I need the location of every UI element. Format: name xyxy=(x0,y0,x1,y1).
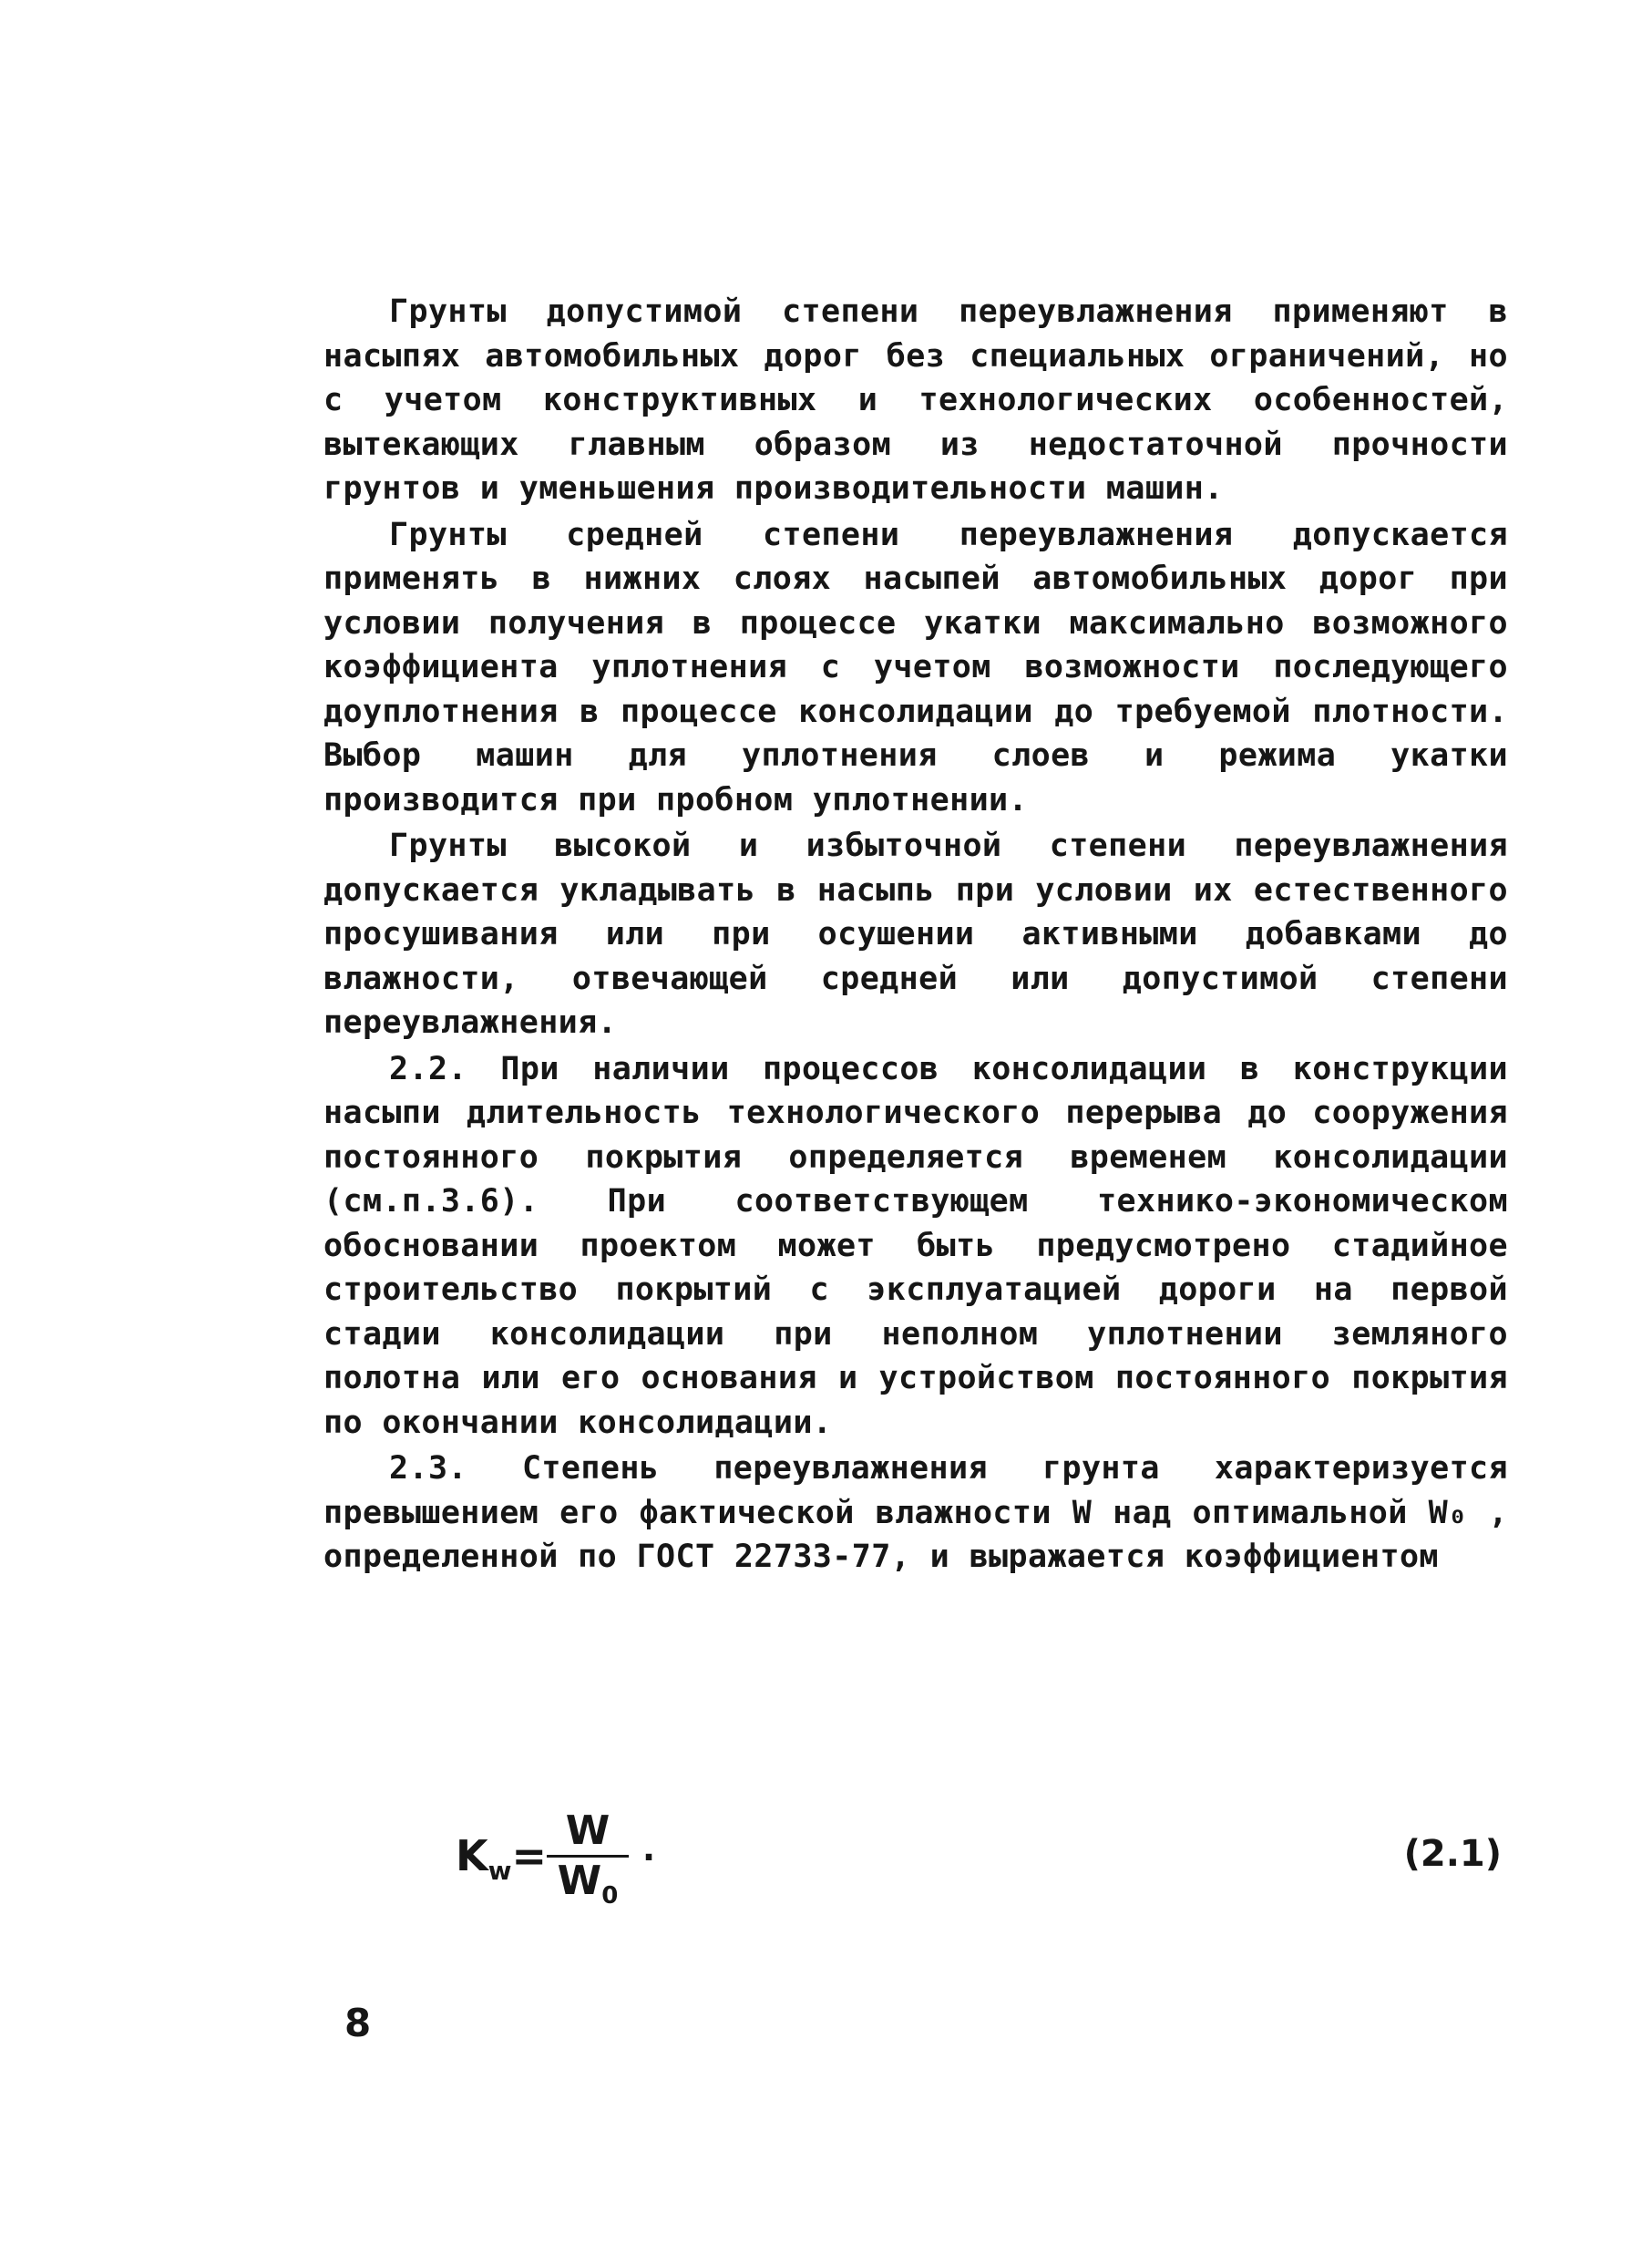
formula-denominator-subscript: 0 xyxy=(601,1881,619,1910)
formula-2-1 xyxy=(456,1809,1513,1910)
formula-denominator-base: W xyxy=(557,1858,602,1904)
equation-number: (2.1) xyxy=(1403,1833,1502,1875)
paragraph-high-moisture: Грунты высокой и избыточной степени переувлажнения допускается укладывать в насыпь при условии их естественного просушивания или при осушении активными добавками до влажности, отвечающей средней или допустимой степени переувлажнения. xyxy=(323,828,1508,1041)
paragraph-medium-moisture: Грунты средней степени переувлажнения допускается применять в нижних слоях насыпей автомобильных дорог при условии получения в процессе укатки максимально возможного коэффициента уплотнения с учетом возможности последующего доуплотнения в процессе консолидации до требуемой плотности. Выбор машин для уплотнения слоев и режима укатки производится при пробном уплотнении. xyxy=(323,516,1508,818)
paragraph-section-2-3: 2.3. Степень переувлажнения грунта характеризуется превышением его фактической влажности W над оптимальной W₀ , определенной по ГОСТ 22733-77, и выражается коэффициентом xyxy=(323,1450,1508,1575)
formula-numerator: W xyxy=(565,1807,611,1854)
paragraph-permissible-moisture: Грунты допустимой степени переувлажнения применяют в насыпях автомобильных дорог без специальных ограничений, но с учетом конструктивных и технологических особенностей, вытекающих главным образом из недостаточной прочности грунтов и уменьшения производительности машин. xyxy=(323,293,1508,507)
formula-lhs-base: K xyxy=(456,1831,488,1880)
formula-denominator xyxy=(547,1859,629,1918)
formula-fraction xyxy=(547,1809,629,1918)
formula-equals: = xyxy=(511,1831,548,1880)
page-number: 8 xyxy=(344,2001,372,2045)
formula-lhs xyxy=(456,1831,547,1886)
body-text xyxy=(323,290,1508,1580)
formula-trailing-dot: . xyxy=(638,1827,661,1869)
formula-lhs-subscript: w xyxy=(487,1856,512,1887)
paragraph-section-2-2: 2.2. При наличии процессов консолидации в конструкции насыпи длительность технологического перерыва до сооружения постоянного покрытия определяется временем консолидации (см.п.3.6). При соответствующем технико-экономическом обосновании проектом может быть предусмотрено стадийное строительство покрытий с эксплуатацией дороги на первой стадии консолидации при неполном уплотнении земляного полотна или его основания и устройством постоянного покрытия по окончании консолидации. xyxy=(323,1050,1508,1441)
